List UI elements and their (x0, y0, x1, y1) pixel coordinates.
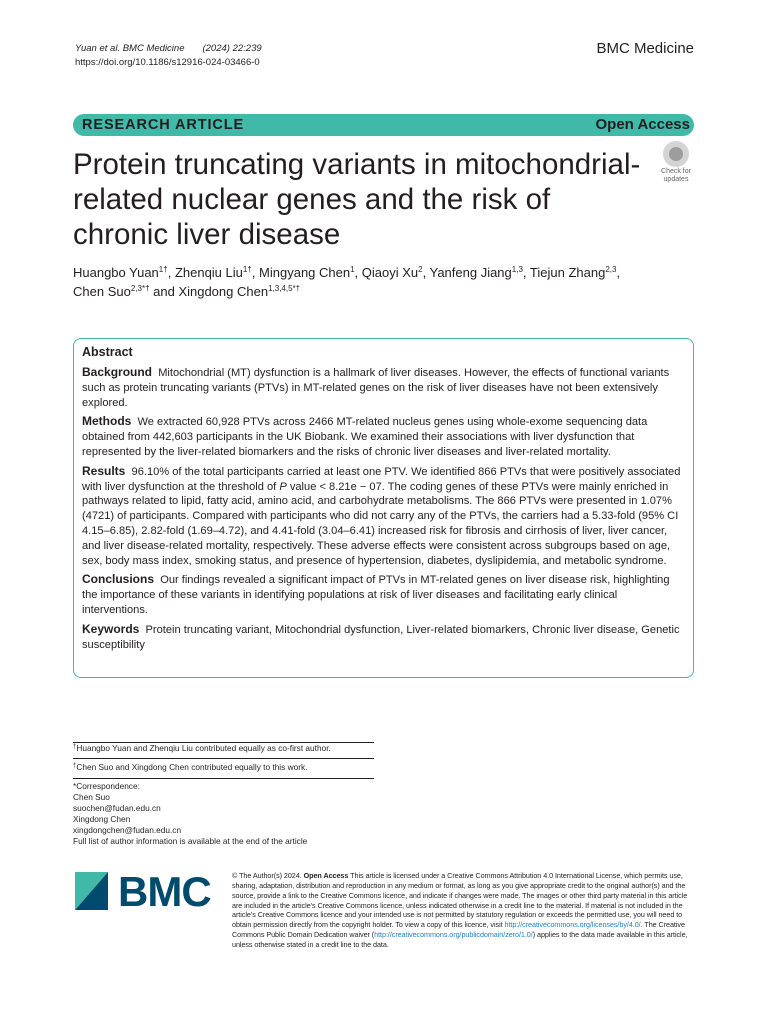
public-domain-link[interactable]: http://creativecommons.org/publicdomain/zero/1.0/ (374, 930, 533, 940)
author[interactable]: Qiaoyi Xu$^2$ (361, 265, 423, 280)
correspondent-email[interactable]: xingdongchen@fudan.edu.cn (73, 825, 182, 835)
abstract-keywords: Keywords Protein truncating variant, Mitochondrial dysfunction, Liver-related biomarkers, Chronic liver disease, Genetic susceptibility (82, 621, 680, 651)
abstract-results: Results 96.10% of the total participants carried at least one PTV. We identified 866 PTVs that were positively associated with liver dysfunction at the threshold of P value < 8.21e − 07. The coding genes of these PTVs were mainly enriched in pathways related to lipid, fatty acid, amino acid, and carbohydrate metabolisms. The 866 PTVs were presented in 1.07% (4721) of participants. Compared with participants who did not carry any of the PTVs, the carriers had a 5.33-fold (95% CI 4.15–6.85), 2.82-fold (1.69–4.72), and 4.41-fold (3.04–6.41) increased risk for fibrosis and cirrhosis of liver, liver cancer, and liver disease-related mortality, respectively. These adverse effects were consistent across subgroups based on age, sex, body mass index, smoking status, and presence of hypertension, diabetes, dyslipidemia, and metabolic syndrome. (82, 463, 681, 567)
journal-name: BMC Medicine (596, 40, 694, 57)
correspondent-name: Chen Suo (73, 792, 110, 802)
abstract-background: Background Mitochondrial (MT) dysfunction is a hallmark of liver diseases. However, the effects of functional variants such as protein truncating variants (PTVs) in MT-related genes on the risk of liver diseases have not been extensively explored. (82, 365, 670, 409)
footnote-equal: †Chen Suo and Xingdong Chen contributed equally to this work. (73, 762, 308, 772)
check-updates-label: Check for updates (661, 168, 691, 183)
author-list: Huangbo Yuan$^{1\dagger}$, Zhenqiu Liu$^{1\dagger}$, Mingyang Chen$^1$, Qiaoyi Xu$^2$, Yanfeng Jiang$^{1,3}$, Tiejun Zhang$^{2,3}$, Chen Suo$^{2,3*\dagger}$ and Xingdong Chen$^{1,3,4,5*\dagger}$ (73, 265, 621, 299)
doi-link[interactable]: https://doi.org/10.1186/s12916-024-03466-0 (75, 56, 260, 68)
license-statement: © The Author(s) 2024. Open Access This article is licensed under a Creative Commons Attribution 4.0 International License, which permits use, sharing, adaptation, distribution and reproduction in any medium or format, as long as you give appropriate credit to the original author(s) and the source, provide a link to the Creative Commons licence, and indicate if changes were made. The images or other third party material in this article are included in the article’s Creative Commons licence, unless indicated otherwise in a credit line to the material. If material is not included in the article’s Creative Commons licence and your intended use is not permitted by statutory regulation or exceeds the permitted use, you will need to obtain permission directly from the copyright holder. To view a copy of this licence, visit http://creativecommons.org/licenses/by/4.0/. The Creative Commons Public Domain Dedication waiver (http://creativecommons.org/publicdomain/zero/1.0/) applies to the data made available in this article, unless otherwise stated in a credit line to the data. (232, 871, 688, 949)
author[interactable]: Chen Suo$^{2,3*\dagger}$ (73, 284, 150, 299)
abstract-heading: Abstract (82, 345, 133, 359)
footnote-divider (73, 758, 374, 759)
author[interactable]: Tiejun Zhang$^{2,3}$ (529, 265, 617, 280)
bmc-logo-icon (75, 872, 108, 910)
author[interactable]: Huangbo Yuan$^{1\dagger}$ (73, 265, 168, 280)
article-type: RESEARCH ARTICLE (82, 117, 245, 133)
check-updates-icon (663, 141, 689, 167)
bmc-logo (75, 868, 215, 915)
bmc-logo-text: BMC (118, 868, 211, 915)
abstract-conclusions: Conclusions Our findings revealed a significant impact of PTVs in MT-related genes on liver disease risk, highlighting the importance of these variants in identifying populations at risk of liver diseases and facilitating early clinical interventions. (82, 572, 670, 616)
author[interactable]: Mingyang Chen$^1$ (259, 265, 355, 280)
article-title: Protein truncating variants in mitochondrial-related nuclear genes and the risk of chronic liver disease (73, 148, 641, 251)
running-header (75, 42, 262, 69)
open-access-label: Open Access (595, 116, 690, 133)
abstract-methods: Methods We extracted 60,928 PTVs across 2466 MT-related nucleus genes using whole-exome sequencing data obtained from 442,603 participants in the UK Biobank. We examined their associations with liver dysfunction that represented by the liver-related biomarkers and the risks of chronic liver diseases and liver-related mortality. (82, 414, 648, 458)
author[interactable]: Yanfeng Jiang$^{1,3}$ (429, 265, 523, 280)
correspondence-block: *Correspondence: Chen Suo suochen@fudan.edu.cn Xingdong Chen xingdongchen@fudan.edu.cn Full list of author information is available at the end of the article (73, 781, 308, 846)
citation-year-volume: (2024) 22:239 (202, 43, 262, 54)
citation-authors: Yuan et al. BMC Medicine (75, 43, 185, 54)
correspondent-email[interactable]: suochen@fudan.edu.cn (73, 803, 161, 813)
author[interactable]: Xingdong Chen$^{1,3,4,5*\dagger}$ (178, 284, 301, 299)
check-for-updates-button[interactable] (655, 141, 697, 183)
author[interactable]: Zhenqiu Liu$^{1\dagger}$ (174, 265, 252, 280)
footnote-divider (73, 778, 374, 779)
footnote-cofirst: †Huangbo Yuan and Zhenqiu Liu contributed equally as co-first author. (73, 743, 331, 753)
license-link[interactable]: http://creativecommons.org/licenses/by/4.0/ (504, 920, 641, 930)
correspondent-name: Xingdong Chen (73, 814, 131, 824)
abstract-box (73, 338, 694, 678)
article-banner (73, 114, 694, 136)
